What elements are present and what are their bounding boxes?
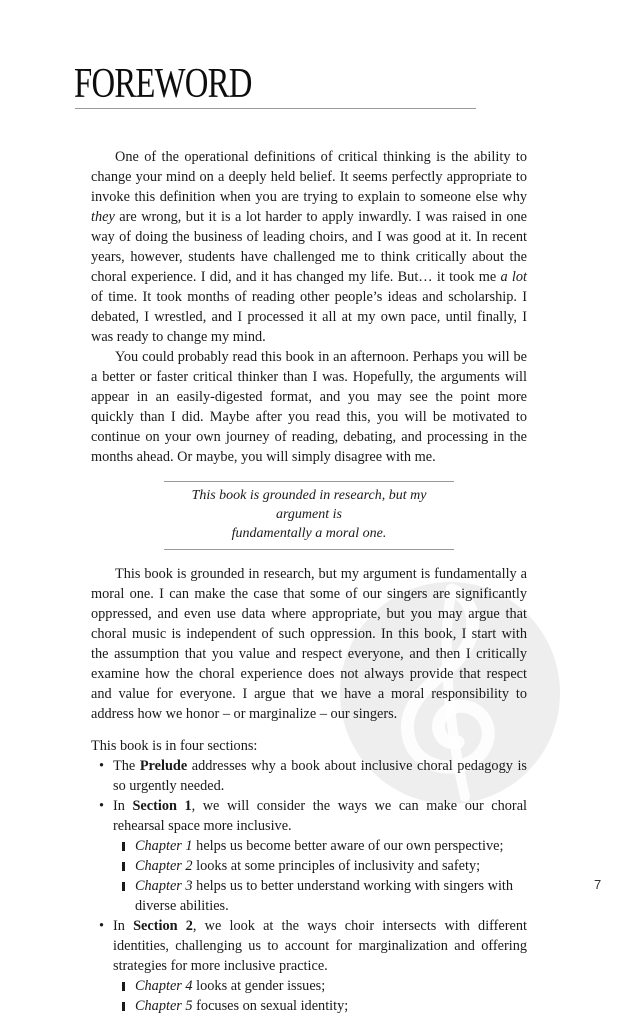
- text: , we look at the ways choir intersects with different identities, challenging us to account for marginalization and offering strategies for more inclusive practice.: [113, 918, 527, 974]
- chapter-label: Chapter 5: [135, 998, 193, 1014]
- text: One of the operational definitions of critical thinking is the ability to change your mind on a deeply held belief. It seems perfectly appropriate to invoke this definition when you are trying to explain to someone else why: [91, 149, 527, 205]
- text: In: [113, 918, 134, 934]
- text: are wrong, but it is a lot harder to apply inwardly. I was raised in one way of doing the business of leading choirs, and I was good at it. In recent years, however, students have challenged me to think critically about the choral experience. I did, and it has changed my life. But… it took me: [91, 209, 527, 285]
- emphasis-text: they: [91, 209, 115, 225]
- page-number: 7: [594, 877, 602, 892]
- section-name: Prelude: [139, 758, 188, 774]
- title-underline: [75, 108, 476, 109]
- chapter-item: [113, 976, 527, 996]
- text: helps us to better understand working with singers with diverse abilities.: [135, 878, 514, 914]
- pull-quote-line-1: This book is grounded in research, but my argument is: [191, 488, 427, 522]
- emphasis-text: a lot: [500, 269, 527, 285]
- pull-quote: [164, 481, 454, 550]
- chapter-list: [113, 976, 527, 1016]
- section-item-section-2: [91, 916, 527, 1016]
- chapter-item: [113, 996, 527, 1016]
- chapter-label: Chapter 4: [135, 978, 193, 994]
- chapter-item: [113, 856, 527, 876]
- text: focuses on sexual identity;: [192, 998, 349, 1014]
- pull-quote-line-2: fundamentally a moral one.: [231, 526, 387, 541]
- paragraph-2: You could probably read this book in an afternoon. Perhaps you will be a better or faster critical thinker than I was. Hopefully, the arguments will appear in an easily-digested format, and you may see the point more quickly than I did. Maybe after you read this, you will be motivated to continue on your own journey of reading, debating, and processing in the months ahead. Or maybe, you will simply disagree with me.: [91, 349, 527, 465]
- chapter-item: [113, 876, 527, 916]
- chapter-list: [113, 836, 527, 916]
- text: addresses why a book about inclusive choral pedagogy is so urgently needed.: [113, 758, 527, 794]
- text: looks at some principles of inclusivity and safety;: [192, 858, 481, 874]
- paragraph-1: [91, 147, 527, 347]
- text: helps us become better aware of our own perspective;: [192, 838, 504, 854]
- sections-intro: This book is in four sections:: [91, 738, 258, 754]
- chapter-label: Chapter 3: [135, 878, 193, 894]
- chapter-label: Chapter 1: [135, 838, 193, 854]
- page-title: FOREWORD: [74, 61, 252, 107]
- sections-list: [91, 756, 527, 1016]
- section-item-prelude: [91, 756, 527, 796]
- text: The: [113, 758, 140, 774]
- section-name: Section 2: [133, 918, 193, 934]
- chapter-label: Chapter 2: [135, 858, 193, 874]
- section-name: Section 1: [132, 798, 192, 814]
- foreword-body: [91, 147, 527, 1016]
- text: , we will consider the ways we can make our choral rehearsal space more inclusive.: [113, 798, 528, 834]
- paragraph-3: This book is grounded in research, but my argument is fundamentally a moral one. I can make the case that some of our singers are significantly oppressed, and even use data where appropriate, but you may argue that choral music is independent of such oppression. In this book, I start with the assumption that you value and respect everyone, and then I critically examine how the choral experience does not always provide that respect and value for everyone. I argue that we have a moral responsibility to address how we honor – or marginalize – our singers.: [91, 566, 527, 722]
- text: of time. It took months of reading other people’s ideas and scholarship. I debated, I wrestled, and I processed it all at my own pace, until finally, I was ready to change my mind.: [91, 289, 527, 345]
- text: looks at gender issues;: [192, 978, 326, 994]
- text: In: [113, 798, 133, 814]
- section-item-section-1: [91, 796, 527, 916]
- chapter-item: [113, 836, 527, 856]
